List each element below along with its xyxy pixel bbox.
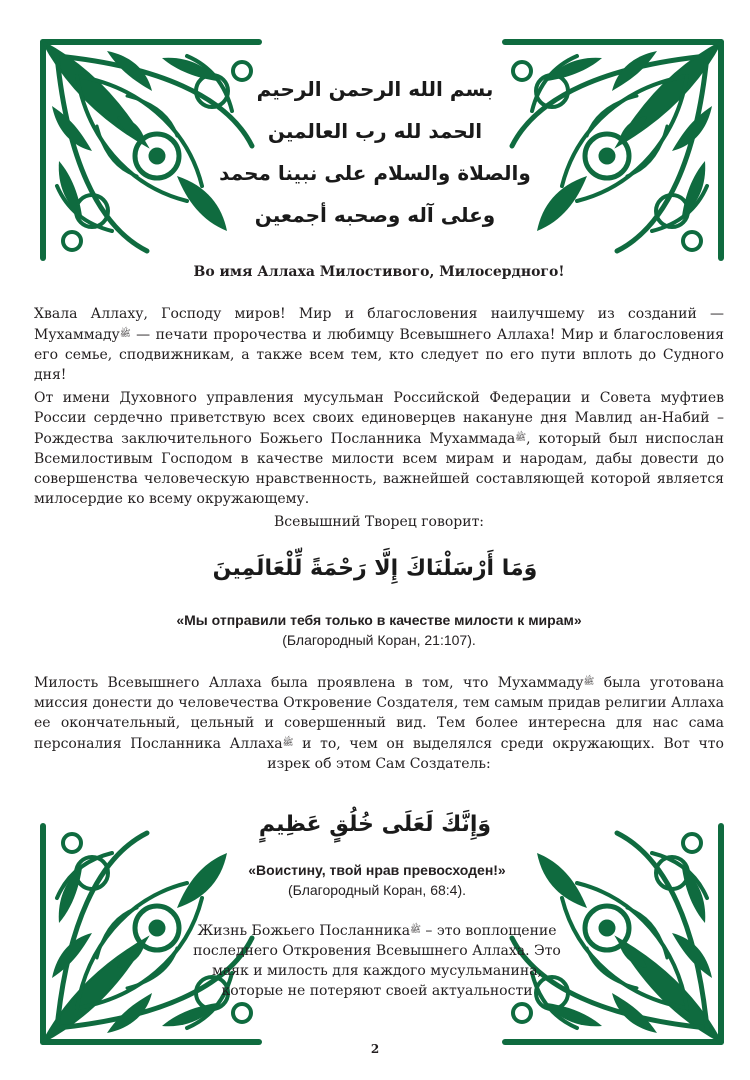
- pbuh-honorific: ﷺ: [282, 738, 294, 748]
- arabic-header: [0, 68, 750, 236]
- paragraph-greeting: [34, 388, 724, 509]
- quran-verse-68-4: وَإِنَّكَ لَعَلَى خُلُقٍ عَظِيمٍ: [258, 812, 492, 837]
- arabic-header-line: وعلى آله وصحبه أجمعين: [254, 203, 496, 227]
- paragraph-text: , который был ниспослан Всемилостивым Господом в качестве милости всем мирам и народам, дабы довести до совершенства человеческую нравственность, важнейшей составляющей которой является милосердие ко всему окружающему.: [34, 431, 725, 507]
- paragraph-text: – это воплощение последнего Откровения Всевышнего Аллаха. Это маяк и милость для каждого мусульманина, которые не потеряют своей актуальности: [193, 923, 561, 999]
- paragraph-praise: [34, 304, 724, 385]
- verse-source: (Благородный Коран, 21:107).: [282, 632, 476, 648]
- paragraph-text: Жизнь Божьего Посланника: [197, 923, 411, 939]
- quran-verse-21-107: وَمَا أَرْسَلْنَاكَ إِلَّا رَحْمَةً لِّلْعَالَمِينَ: [212, 556, 538, 581]
- pbuh-honorific: ﷺ: [583, 677, 595, 687]
- paragraph-mercy: [34, 672, 724, 774]
- paragraph-text: была уготована миссия донести до человечества Откровение Создателя, тем самым придав религии Аллаха ее окончательный, цельный и совершенный вид. Тем более интересна для нас сама персоналия Посланника Аллаха: [34, 675, 724, 752]
- paragraph-text: От имени Духовного управления мусульман Российской Федерации и Совета муфтиев России сердечно приветствую всех своих единоверцев накануне дня Мавлид ан-Набий – Рождества заключительного Божьего Посланника Мухаммада: [34, 390, 724, 447]
- paragraph-text: и то, чем он выделялся среди окружающих. Вот что изрек об этом Сам Создатель:: [267, 736, 724, 772]
- paragraph-text: Милость Всевышнего Аллаха была проявлена в том, что Мухаммаду: [34, 675, 584, 691]
- paragraph-text: Хвала Аллаху, Господу миров! Мир и благословения наилучшему из созданий — Мухаммаду: [34, 306, 724, 343]
- creator-says: Всевышний Творец говорит:: [273, 514, 485, 530]
- pbuh-honorific: ﷺ: [119, 329, 131, 339]
- verse-translation: «Воистину, твой нрав превосходен!»: [248, 862, 506, 878]
- paragraph-text: — печати пророчества и любимцу Всевышнего Аллаха! Мир и благословения его семье, сподвижникам, а также всем тем, кто следует по его пути вплоть до Судного дня!: [34, 327, 724, 383]
- page-number: 2: [370, 1042, 380, 1056]
- arabic-header-line: الحمد لله رب العالمين: [267, 119, 483, 143]
- arabic-header-line: بسم الله الرحمن الرحيم: [256, 77, 494, 101]
- verse-translation: «Мы отправили тебя только в качестве милости к мирам»: [176, 612, 582, 628]
- arabic-header-line: والصلاة والسلام على نبينا محمد: [219, 161, 531, 185]
- basmala-title: Во имя Аллаха Милостивого, Милосердного!: [193, 264, 565, 280]
- paragraph-life: [192, 920, 562, 1001]
- pbuh-honorific: ﷺ: [515, 433, 527, 443]
- pbuh-honorific: ﷺ: [410, 925, 421, 935]
- verse-source: (Благородный Коран, 68:4).: [288, 882, 466, 898]
